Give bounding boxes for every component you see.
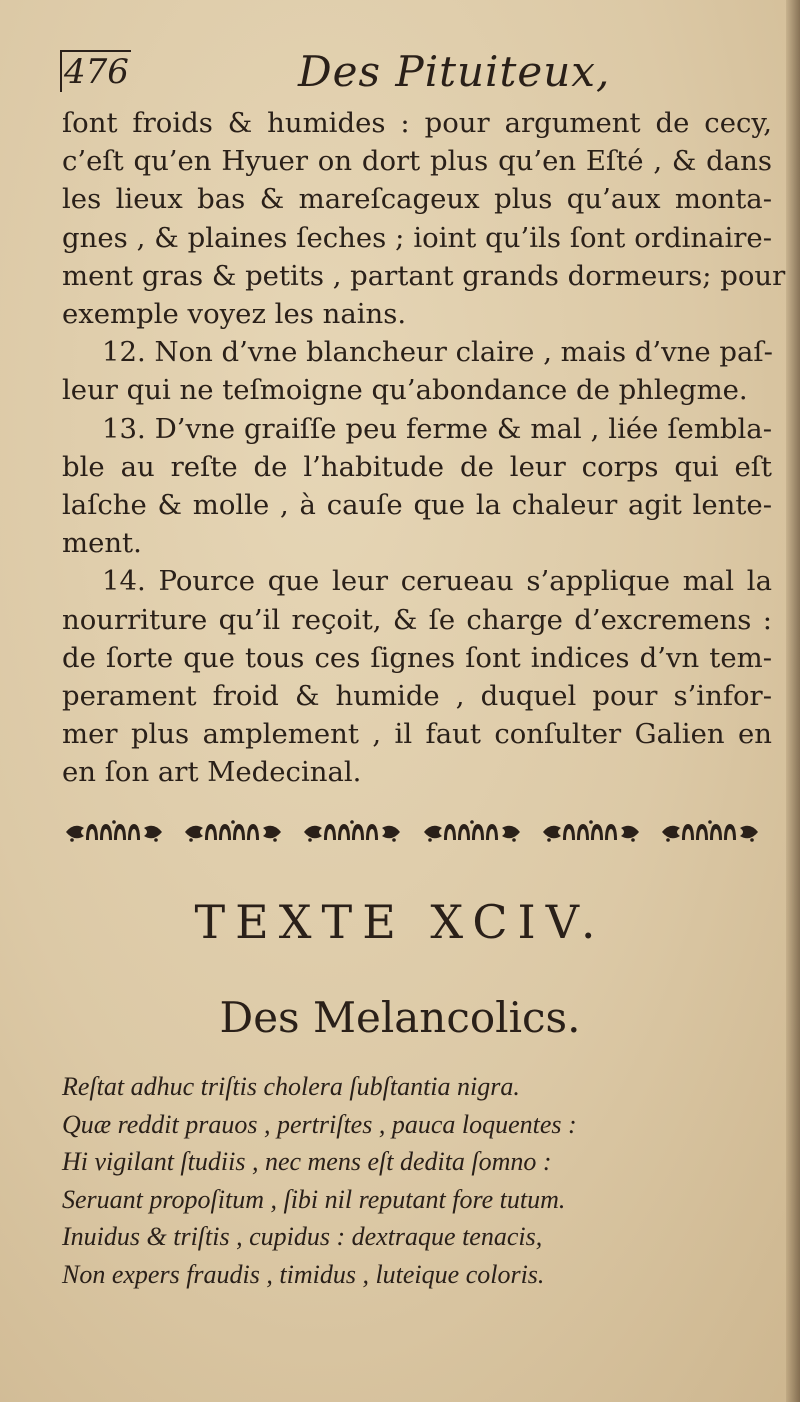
body-text [62,104,786,792]
page-number: 476 [60,50,131,92]
body-line: leur qui ne teſmoigne qu’abondance de phlegme. [62,374,748,407]
fleuron-ornament [539,820,643,844]
body-line: en ſon art Medecinal. [62,756,362,789]
page-edge-shadow [786,0,800,1402]
body-line: ment. [62,527,142,560]
section-subtitle: Des Melancolics. [219,993,581,1042]
body-line: nourriture qu’il reçoit, & ſe charge d’excremens : [62,603,772,636]
body-line: gnes , & plaines ſeches ; ioint qu’ils ſont ordinaire- [62,221,772,254]
verse-line: Reſtat adhuc triſtis cholera ſubſtantia nigra. [62,1072,520,1101]
fleuron-ornament [181,820,285,844]
fleuron-ornament [420,820,524,844]
body-line: ment gras & petits , partant grands dormeurs; pour [62,259,786,292]
fleuron-ornament [658,820,762,844]
verse-line: Quæ reddit prauos , pertriſtes , pauca loquentes : [62,1109,577,1139]
body-line: les lieux bas & mareſcageux plus qu’aux monta- [62,183,772,216]
body-line: 14. Pource que leur cerueau s’applique mal la [102,565,772,598]
body-line: mer plus amplement , il faut conſulter Galien en [62,718,772,751]
body-line: ble au reſte de l’habitude de leur corps qui eſt [62,450,772,483]
fleuron-ornament [62,820,166,844]
body-line: 12. Non d’vne blancheur claire , mais d’vne paſ- [102,336,773,369]
body-line: de ſorte que tous ces ſignes ſont indices d’vn tem- [62,641,772,674]
body-line: c’eſt qu’en Hyuer on dort plus qu’en Eſté , & dans [62,145,772,178]
latin-verse [62,1068,762,1293]
body-line: ſont froids & humides : pour argument de cecy, [62,107,772,139]
body-line: exemple voyez les nains. [62,298,407,331]
verse-line: Hi vigilant ſtudiis , nec mens eſt dedita ſomno : [62,1147,552,1176]
body-line: 13. D’vne graiſſe peu ferme & mal , liée ſembla- [102,412,772,445]
body-line: perament froid & humide , duquel pour s’infor- [62,680,772,713]
verse-line: Non expers fraudis , timidus , luteique coloris. [62,1259,545,1289]
section-title: TEXTE XCIV. [194,895,606,949]
body-line: laſche & molle , à cauſe que la chaleur agit lente- [62,489,772,522]
verse-line: Inuidus & triſtis , cupidus : dextraque tenacis, [62,1222,543,1251]
ornament-band [62,812,762,852]
page-header [58,44,758,104]
running-title: Des Pituiteux, [298,47,611,96]
verse-line: Seruant propoſitum , ſibi nil reputant fore tutum. [62,1184,566,1214]
fleuron-ornament [300,820,404,844]
